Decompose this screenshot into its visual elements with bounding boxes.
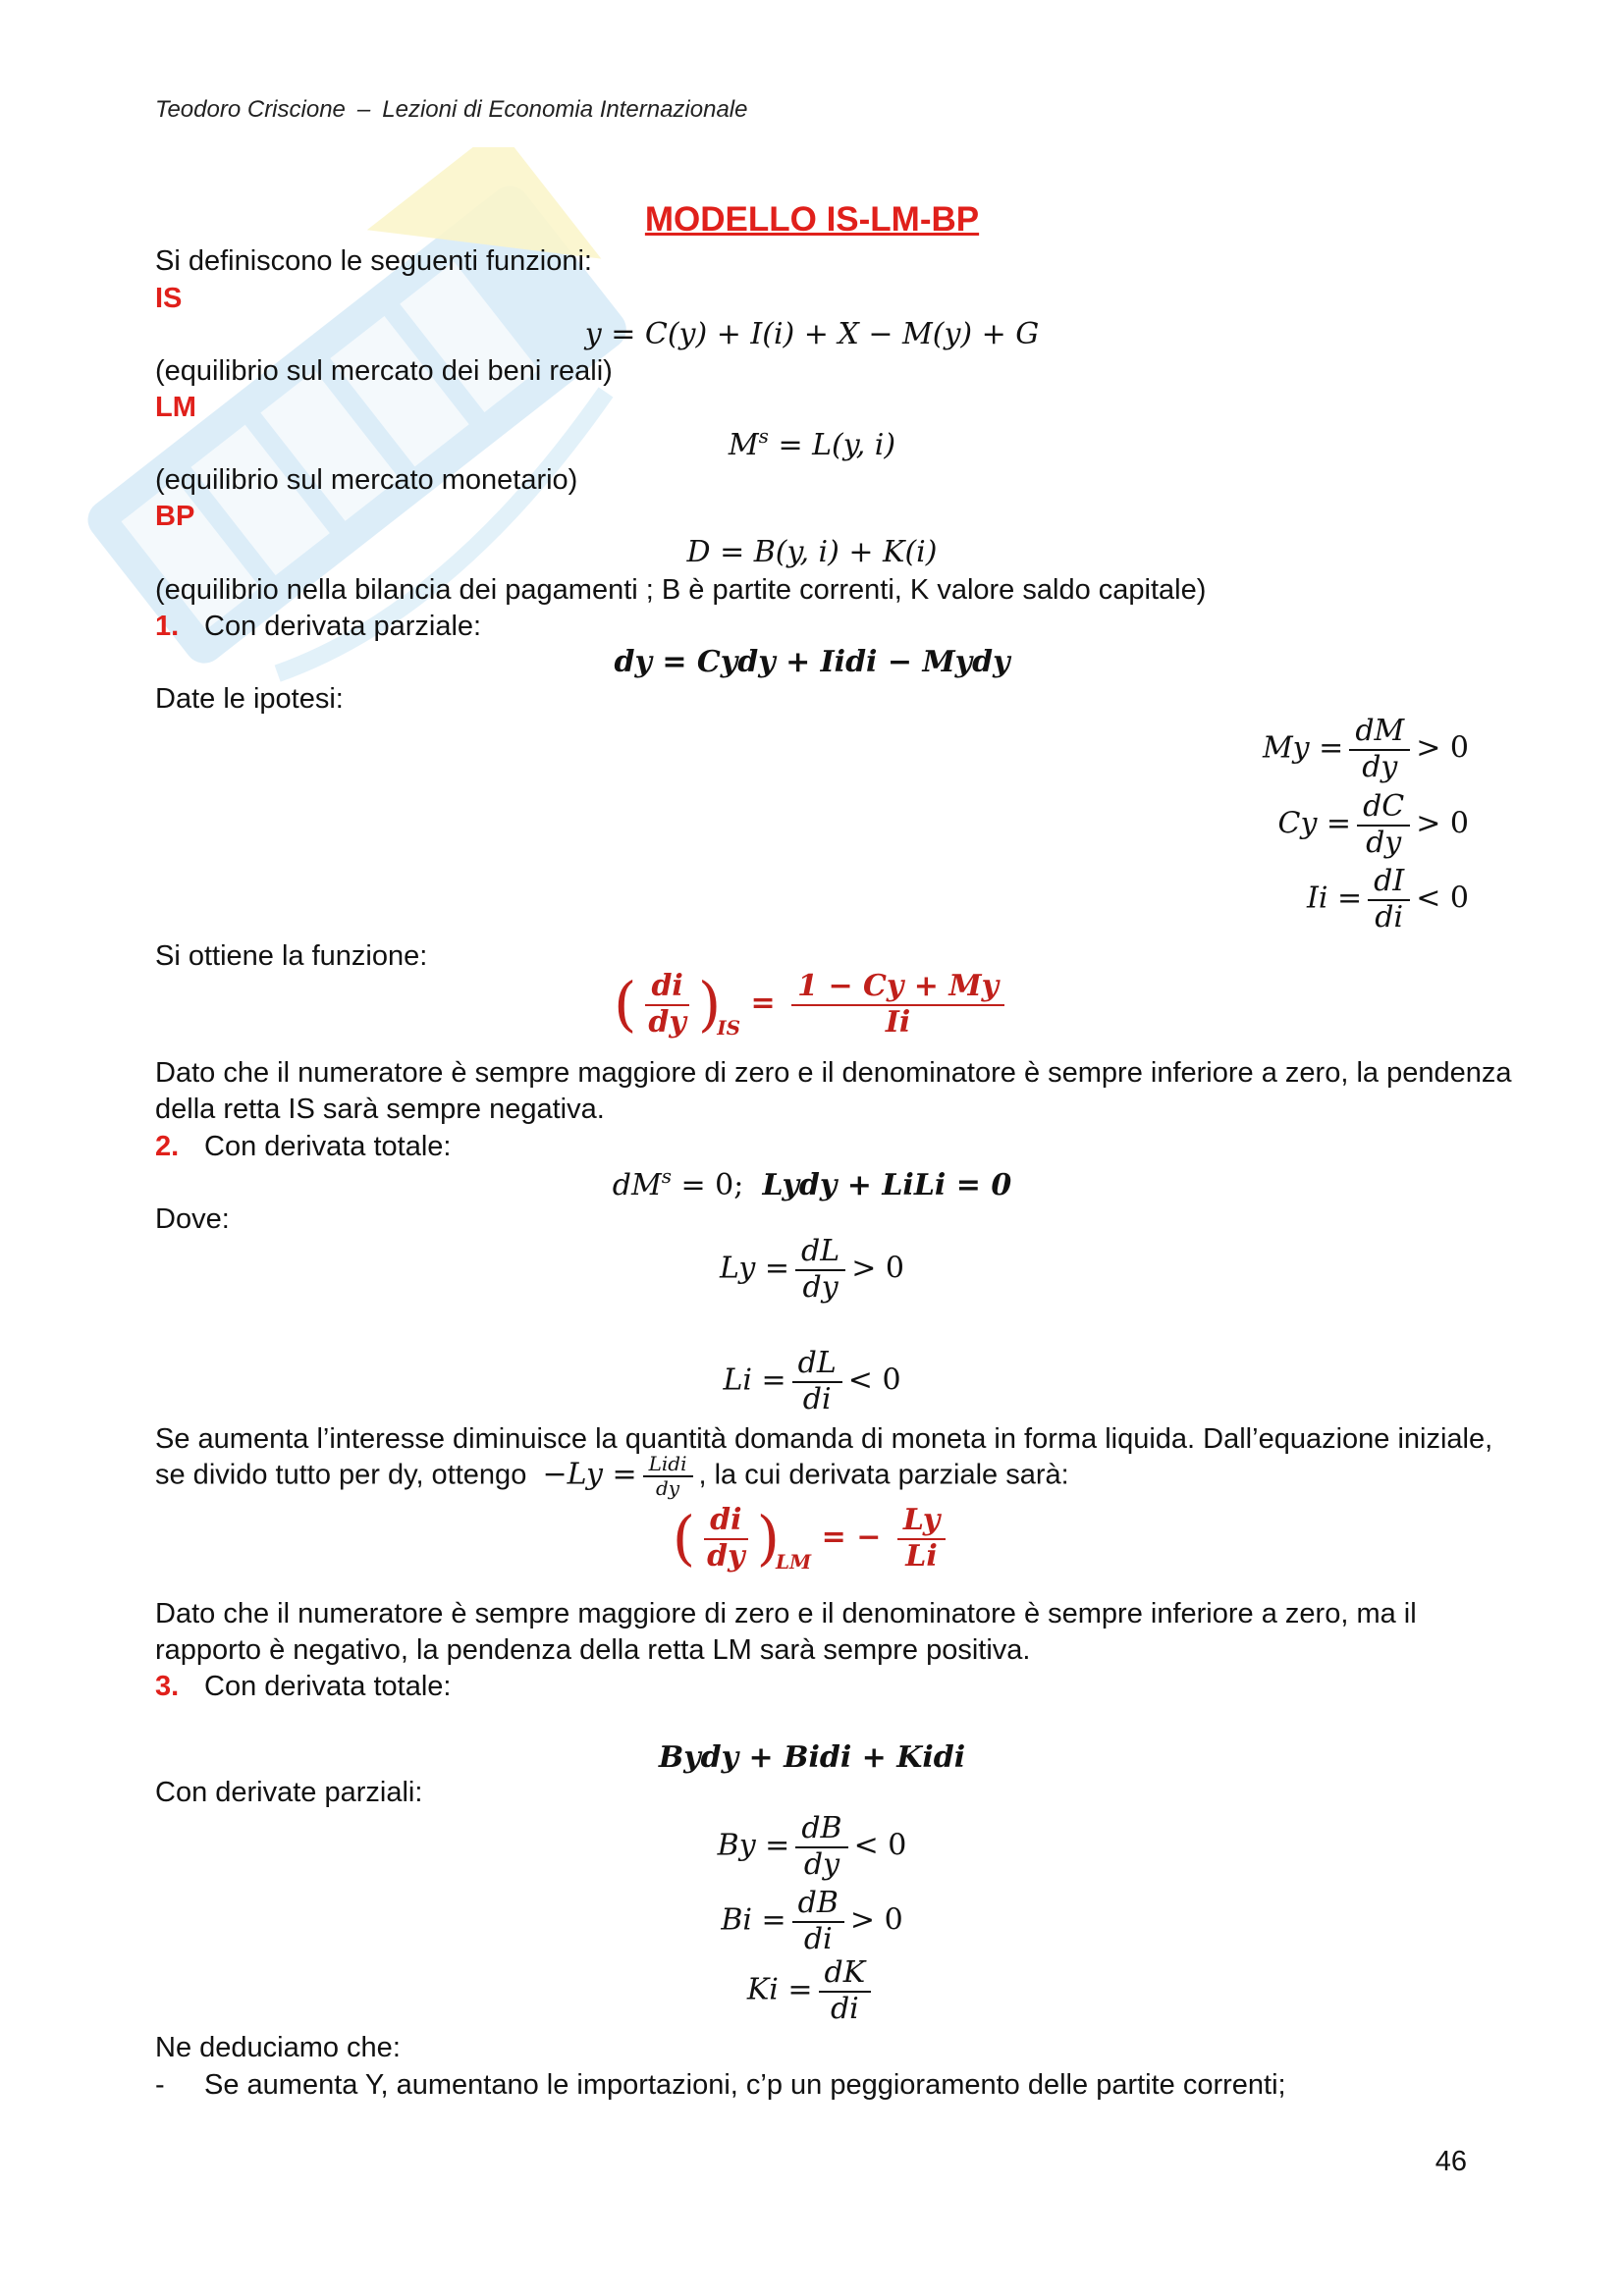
is-equation: y = C(y) + I(i) + X − M(y) + G: [584, 317, 1040, 351]
partial-derivatives-text: Con derivate parziali:: [155, 1777, 423, 1808]
ly-rel: > 0: [851, 1251, 904, 1286]
hypothesis-cy: [1277, 790, 1469, 860]
bullet-dash: -: [155, 2069, 165, 2101]
lm-slope-num: di: [704, 1504, 747, 1540]
is-slope-sub: IS: [717, 1015, 741, 1040]
ki-lhs: Ki =: [746, 1972, 813, 2007]
hypothesis-cy-rel: > 0: [1416, 806, 1469, 841]
hypothesis-my-num: dM: [1349, 715, 1410, 751]
hypothesis-ii: [1307, 865, 1469, 934]
section-3-text: Con derivata totale:: [204, 1671, 452, 1702]
section-1-text: Con derivata parziale:: [204, 611, 482, 642]
section-3-heading: [155, 1669, 451, 1704]
section-3-number: 3.: [155, 1671, 180, 1702]
by-den: dy: [803, 1846, 840, 1882]
lm-slope-rden: Li: [905, 1538, 938, 1574]
bullet-item-1: [155, 2067, 1286, 2103]
header-separator: –: [356, 96, 371, 123]
header-course: Lezioni di Economia Internazionale: [382, 96, 748, 123]
section-2-eq-b: = 0;: [680, 1168, 744, 1202]
hypothesis-ii-rel: < 0: [1416, 881, 1469, 916]
ly-definition: [0, 1235, 1624, 1305]
is-description: (equilibrio sul mercato dei beni reali): [155, 355, 613, 387]
lm-paragraph-line2: [155, 1453, 1069, 1500]
bi-rel: > 0: [849, 1902, 903, 1938]
li-num: dL: [792, 1347, 842, 1383]
is-slope-formula: ( $\frac{di}{dy}$ )$_{IS}$ = $\frac{1 - Cy + My}{Ii}$: [0, 970, 1624, 1041]
hypothesis-cy-num: dC: [1357, 790, 1410, 827]
by-num: dB: [795, 1812, 847, 1848]
by-definition: [0, 1812, 1624, 1882]
li-rel: < 0: [847, 1362, 901, 1398]
bi-den: di: [803, 1921, 833, 1956]
by-rel: < 0: [853, 1828, 907, 1863]
hypothesis-cy-lhs: Cy =: [1277, 806, 1352, 841]
lm-conclusion-line1: Dato che il numeratore è sempre maggiore di zero e il denominatore è sempre inferiore a zero, ma il: [155, 1598, 1417, 1629]
lm-slope-eq: = −: [821, 1520, 882, 1555]
lm-paragraph-line2-math: −Ly =: [542, 1457, 637, 1492]
is-slope-rnum: 1 − Cy + My: [791, 970, 1004, 1006]
lm-slope-sub: LM: [775, 1549, 812, 1574]
bp-description: (equilibrio nella bilancia dei pagamenti ; B è partite correnti, K valore saldo capitale): [155, 574, 1207, 606]
lm-slope-formula: ( $\frac{di}{dy}$ )$_{LM}$ = − $\frac{Ly}{Li}$: [0, 1504, 1624, 1575]
ki-definition: [0, 1956, 1624, 2026]
is-slope-rden: Ii: [885, 1004, 911, 1040]
section-2-text: Con derivata totale:: [204, 1131, 452, 1162]
lm-label: LM: [155, 392, 196, 423]
hypothesis-ii-den: di: [1375, 899, 1404, 934]
bp-label: BP: [155, 501, 195, 532]
hypothesis-my-den: dy: [1362, 749, 1398, 784]
by-lhs: By =: [717, 1828, 790, 1863]
function-text: Si ottiene la funzione:: [155, 940, 428, 972]
ly-lhs: Ly =: [720, 1251, 790, 1286]
li-lhs: Li =: [723, 1362, 786, 1398]
section-3-equation: Bydy + Bidi + Kidi: [658, 1740, 966, 1775]
hypothesis-my-lhs: My =: [1262, 730, 1344, 766]
section-2-heading: [155, 1129, 451, 1164]
li-den: di: [802, 1381, 832, 1416]
bp-equation: D = B(y, i) + K(i): [686, 535, 938, 569]
hypothesis-cy-den: dy: [1366, 825, 1402, 860]
lm-paragraph-line2-b: , la cui derivata parziale sarà:: [698, 1459, 1069, 1491]
lm-paragraph-line1: Se aumenta l’interesse diminuisce la quantità domanda di moneta in forma liquida. Dall’equazione iniziale,: [155, 1423, 1493, 1455]
lm-conclusion-line2: rapporto è negativo, la pendenza della retta LM sarà sempre positiva.: [155, 1634, 1031, 1666]
lm-description: (equilibrio sul mercato monetario): [155, 464, 578, 496]
lm-paragraph-line2-a: se divido tutto per dy, ottengo: [155, 1459, 527, 1491]
ly-den: dy: [802, 1269, 839, 1305]
section-2-eq-a: dM: [612, 1168, 662, 1202]
lm-paragraph-line2-den: dy: [656, 1476, 680, 1500]
section-2-number: 2.: [155, 1131, 180, 1162]
header-author: Teodoro Criscione: [155, 96, 346, 123]
is-paragraph-line2: della retta IS sarà sempre negativa.: [155, 1094, 605, 1125]
lm-slope-rnum: Ly: [897, 1504, 946, 1540]
ly-num: dL: [795, 1235, 845, 1271]
deduce-text: Ne deduciamo che:: [155, 2032, 401, 2063]
bi-num: dB: [792, 1887, 844, 1923]
hypotheses-text: Date le ipotesi:: [155, 683, 344, 715]
bi-definition: [0, 1887, 1624, 1956]
hypothesis-my-rel: > 0: [1416, 730, 1469, 766]
intro-text: Si definiscono le seguenti funzioni:: [155, 245, 592, 277]
bi-lhs: Bi =: [721, 1902, 786, 1938]
lm-slope-den: dy: [707, 1538, 745, 1574]
section-1-number: 1.: [155, 611, 180, 642]
section-2-eq-c: Lydy + LiLi = 0: [762, 1168, 1012, 1202]
lm-equation: $M^s = L(y$, i): [728, 424, 896, 462]
ki-den: di: [830, 1991, 859, 2026]
li-definition: [0, 1347, 1624, 1416]
hypothesis-my: [1263, 715, 1469, 784]
lm-equation-rhs: = L(y, i): [778, 428, 896, 462]
is-label: IS: [155, 283, 183, 314]
lm-paragraph-line2-num: Lidi: [643, 1453, 693, 1477]
page-number: 46: [1435, 2146, 1467, 2177]
section-1-equation: dy = Cydy + Iidi − Mydy: [614, 645, 1010, 679]
section-1-heading: [155, 609, 481, 644]
is-slope-den: dy: [648, 1004, 686, 1040]
running-header: [155, 96, 747, 124]
hypothesis-ii-num: dI: [1368, 865, 1410, 901]
is-paragraph-line1: Dato che il numeratore è sempre maggiore di zero e il denominatore è sempre inferiore a zero, la pendenza: [155, 1057, 1512, 1089]
hypothesis-ii-lhs: Ii =: [1307, 881, 1363, 916]
is-slope-num: di: [645, 970, 688, 1006]
section-2-equation: $dM^s = 0$; Lydy + LiLi = 0: [612, 1164, 1012, 1202]
ki-num: dK: [819, 1956, 872, 1993]
bullet-item-1-text: Se aumenta Y, aumentano le importazioni, c’p un peggioramento delle partite correnti;: [204, 2069, 1286, 2101]
dove-text: Dove:: [155, 1203, 230, 1235]
page-title: MODELLO IS-LM-BP: [644, 200, 980, 239]
